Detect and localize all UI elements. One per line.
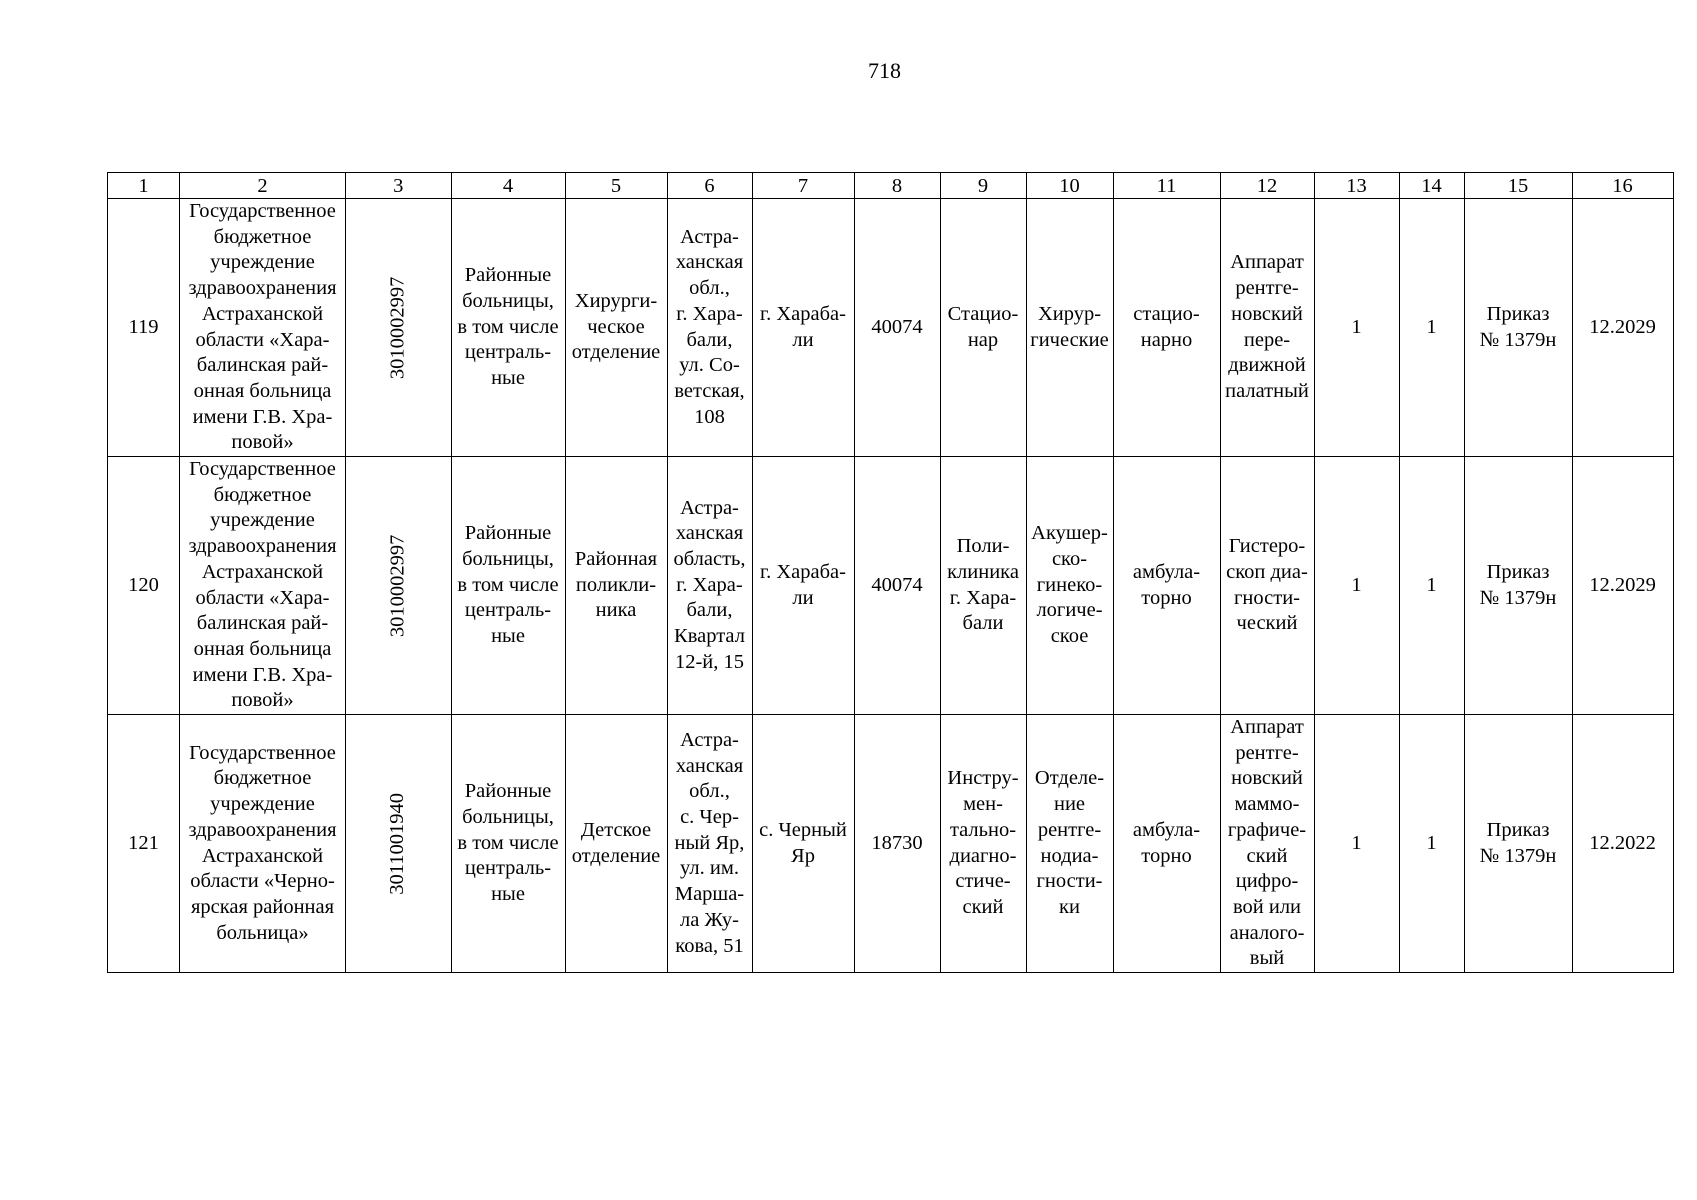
table-row (108, 715, 1674, 973)
column-number: 10 (1026, 173, 1113, 199)
profile-cell: Отделе- ние рентге- нодиа- гности- ки (1026, 715, 1113, 973)
column-number: 5 (565, 173, 667, 199)
department-cell: Хирурги- ческое отделение (565, 199, 667, 457)
address-cell: Астра- ханская область, г. Хара- бали, Квартал 12-й, 15 (667, 457, 752, 715)
address-cell: Астра- ханская обл., г. Хара- бали, ул. Со- ветская, 108 (667, 199, 752, 457)
column-number: 3 (346, 173, 452, 199)
inn-cell (346, 715, 452, 973)
quantity-cell: 1 (1314, 457, 1399, 715)
date-cell: 12.2029 (1572, 199, 1673, 457)
equipment-cell: Аппарат рентге- новский пере- движной палатный (1220, 199, 1314, 457)
institution-name-cell: Государственное бюджетное учреждение здравоохранения Астраханской области «Хара- балинская рай- онная больница имени Г.В. Хра- повой» (180, 199, 346, 457)
column-number: 16 (1572, 173, 1673, 199)
profile-cell: Акушер- ско- гинеко- логиче- ское (1026, 457, 1113, 715)
institution-type-cell: Районные больницы, в том числе централь- ные (451, 457, 565, 715)
care-condition-cell: стацио- нарно (1113, 199, 1220, 457)
locality-cell: с. Черный Яр (752, 715, 854, 973)
inn-cell (346, 199, 452, 457)
quantity-cell: 1 (1314, 715, 1399, 973)
care-condition-cell: амбула- торно (1113, 715, 1220, 973)
column-number: 1 (108, 173, 180, 199)
column-number: 4 (451, 173, 565, 199)
column-number: 2 (180, 173, 346, 199)
inn-text: 3010002997 (386, 276, 409, 379)
population-cell: 40074 (854, 457, 940, 715)
institution-type-cell: Районные больницы, в том числе централь- ные (451, 199, 565, 457)
address-cell: Астра- ханская обл., с. Чер- ный Яр, ул. им. Марша- ла Жу- кова, 51 (667, 715, 752, 973)
column-number: 6 (667, 173, 752, 199)
population-cell: 40074 (854, 199, 940, 457)
inn-text: 3010002997 (386, 534, 409, 637)
profile-cell: Хирур- гические (1026, 199, 1113, 457)
care-condition-cell: амбула- торно (1113, 457, 1220, 715)
column-number: 13 (1314, 173, 1399, 199)
date-cell: 12.2022 (1572, 715, 1673, 973)
equipment-registry-table (107, 172, 1674, 973)
locality-cell: г. Хараба- ли (752, 457, 854, 715)
order-cell: Приказ № 1379н (1464, 715, 1572, 973)
institution-name-cell: Государственное бюджетное учреждение здравоохранения Астраханской области «Хара- балинская рай- онная больница имени Г.В. Хра- повой» (180, 457, 346, 715)
quantity-cell: 1 (1399, 457, 1464, 715)
column-number: 11 (1113, 173, 1220, 199)
row-number-cell: 120 (108, 457, 180, 715)
unit-type-cell: Стацио- нар (940, 199, 1026, 457)
column-number: 7 (752, 173, 854, 199)
quantity-cell: 1 (1399, 715, 1464, 973)
institution-type-cell: Районные больницы, в том числе централь- ные (451, 715, 565, 973)
institution-name-cell: Государственное бюджетное учреждение здравоохранения Астраханской области «Черно- ярская районная больница» (180, 715, 346, 973)
column-number: 15 (1464, 173, 1572, 199)
order-cell: Приказ № 1379н (1464, 457, 1572, 715)
row-number-cell: 119 (108, 199, 180, 457)
equipment-cell: Аппарат рентге- новский маммо- графиче- ский цифро- вой или аналого- вый (1220, 715, 1314, 973)
department-cell: Районная поликли- ника (565, 457, 667, 715)
quantity-cell: 1 (1314, 199, 1399, 457)
order-cell: Приказ № 1379н (1464, 199, 1572, 457)
column-number-row (108, 173, 1674, 199)
unit-type-cell: Поли- клиника г. Хара- бали (940, 457, 1026, 715)
row-number-cell: 121 (108, 715, 180, 973)
column-number: 8 (854, 173, 940, 199)
column-number: 9 (940, 173, 1026, 199)
date-cell: 12.2029 (1572, 457, 1673, 715)
locality-cell: г. Хараба- ли (752, 199, 854, 457)
inn-cell (346, 457, 452, 715)
column-number: 12 (1220, 173, 1314, 199)
unit-type-cell: Инстру- мен- тально- диагно- стиче- ский (940, 715, 1026, 973)
page-number: 718 (868, 58, 901, 83)
column-number: 14 (1399, 173, 1464, 199)
department-cell: Детское отделение (565, 715, 667, 973)
table-row (108, 199, 1674, 457)
quantity-cell: 1 (1399, 199, 1464, 457)
table-row (108, 457, 1674, 715)
equipment-cell: Гистеро- скоп диа- гности- ческий (1220, 457, 1314, 715)
population-cell: 18730 (854, 715, 940, 973)
inn-text: 3011001940 (386, 792, 409, 895)
